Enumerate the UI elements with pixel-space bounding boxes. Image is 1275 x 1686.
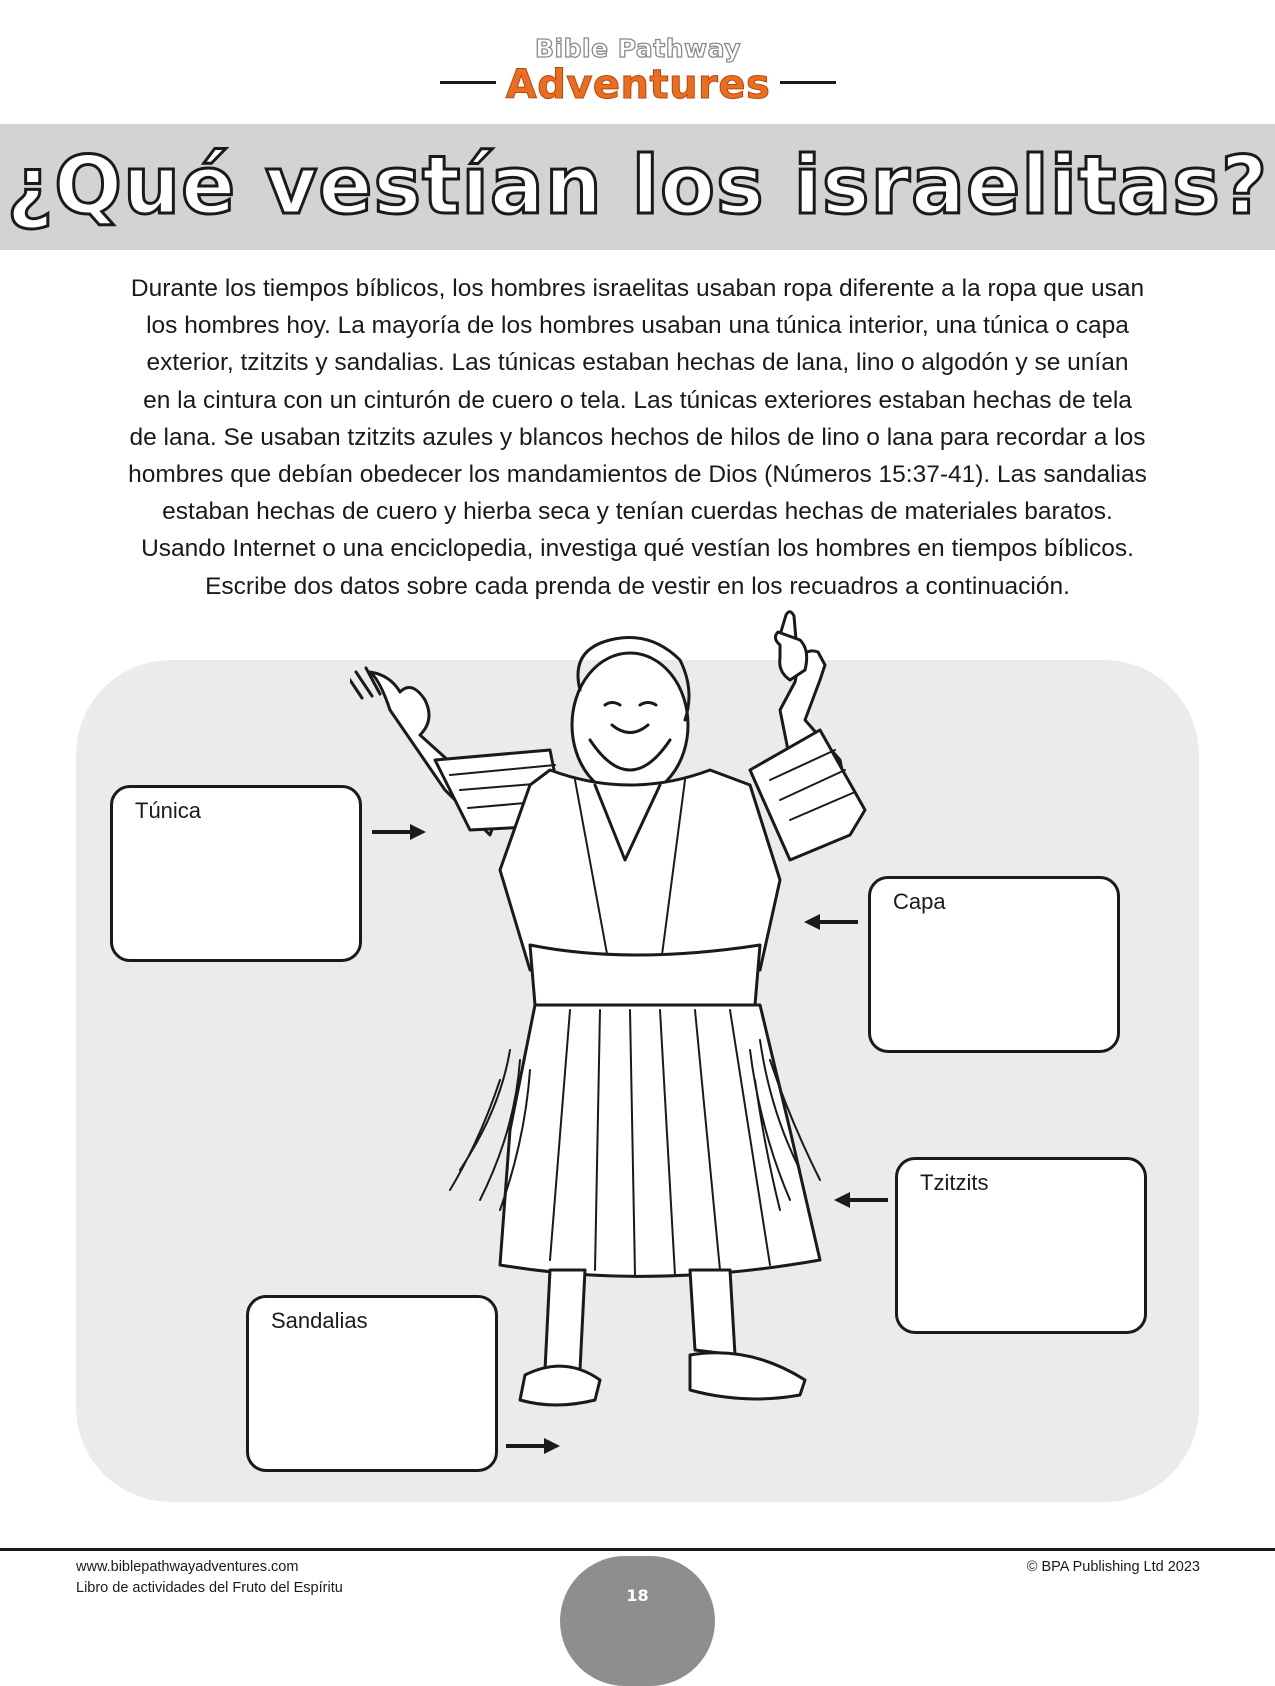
- sandalias-answer-box[interactable]: [246, 1295, 498, 1472]
- logo-main-text: Adventures: [505, 62, 771, 108]
- intro-paragraph: [70, 270, 1205, 605]
- page-number: 18: [626, 1586, 649, 1605]
- tzitzits-label: Tzitzits: [920, 1170, 989, 1195]
- sandalias-label: Sandalias: [271, 1308, 368, 1333]
- intro-line: Escribe dos datos sobre cada prenda de vestir en los recuadros a continuación.: [205, 572, 1070, 600]
- logo-top-text: Bible Pathway: [534, 34, 741, 63]
- arrow-right-icon: [506, 1436, 562, 1456]
- intro-line: los hombres hoy. La mayoría de los hombres usaban una túnica interior, una túnica o capa: [146, 312, 1129, 340]
- page-title: ¿Qué vestían los israelitas?: [6, 139, 1269, 232]
- tunica-label: Túnica: [135, 798, 202, 823]
- page-number-tab: [560, 1556, 715, 1686]
- intro-line: exterior, tzitzits y sandalias. Las túnicas estaban hechas de lana, lino o algodón y se unían: [146, 349, 1129, 377]
- footer-rule: [0, 1548, 1275, 1551]
- intro-line: de lana. Se usaban tzitzits azules y blancos hechos de hilos de lino o lana para recordar a los: [129, 423, 1146, 451]
- capa-label: Capa: [893, 889, 946, 914]
- tunica-answer-box[interactable]: [110, 785, 362, 962]
- intro-line: Usando Internet o una enciclopedia, investiga qué vestían los hombres en tiempos bíblicos.: [141, 535, 1134, 563]
- footer-copyright: © BPA Publishing Ltd 2023: [1026, 1559, 1200, 1575]
- footer-website[interactable]: www.biblepathwayadventures.com: [76, 1559, 299, 1575]
- intro-line: estaban hechas de cuero y hierba seca y tenían cuerdas hechas de materiales baratos.: [162, 498, 1113, 526]
- arrow-left-icon: [802, 912, 858, 932]
- intro-line: en la cintura con un cinturón de cuero o tela. Las túnicas exteriores estaban hechas de tela: [143, 386, 1132, 414]
- capa-answer-box[interactable]: [868, 876, 1120, 1053]
- tzitzits-answer-box[interactable]: [895, 1157, 1147, 1334]
- arrow-left-icon: [832, 1190, 888, 1210]
- intro-line: hombres que debían obedecer los mandamientos de Dios (Números 15:37-41). Las sandalias: [128, 461, 1147, 489]
- intro-line: Durante los tiempos bíblicos, los hombres israelitas usaban ropa diferente a la ropa que usan: [130, 275, 1145, 302]
- footer-book-title: Libro de actividades del Fruto del Espíritu: [76, 1580, 343, 1596]
- arrow-right-icon: [372, 822, 428, 842]
